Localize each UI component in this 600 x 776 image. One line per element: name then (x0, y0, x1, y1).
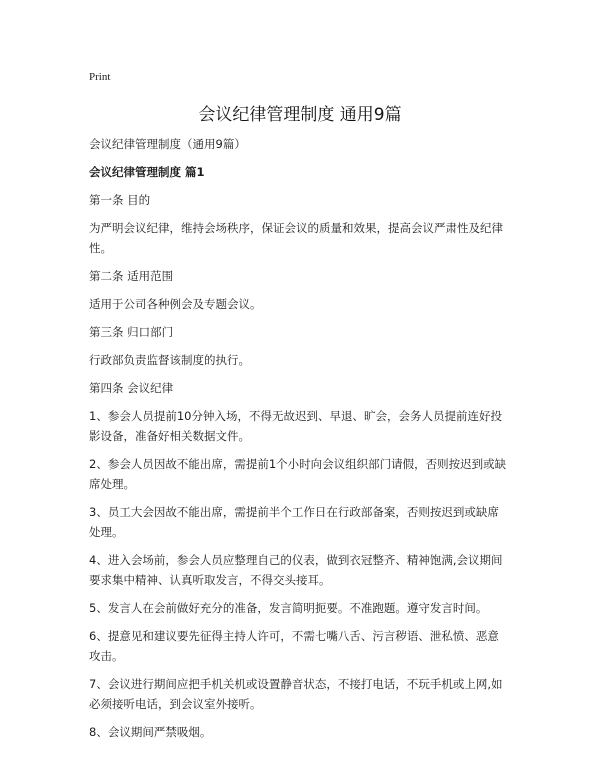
rule-item-1: 1、参会人员提前10分钟入场，不得无故迟到、早退、旷会，会务人员提前连好投影设备，准备好相关数据文件。 (89, 409, 502, 443)
article-heading-3: 第三条 归口部门 (89, 325, 174, 339)
document-title: 会议纪律管理制度 通用9篇 (198, 105, 402, 125)
rule-item-7: 7、会议进行期间应把手机关机或设置静音状态，不接打电话，不玩手机或上网,如必须接听电话，到会议室外接听。 (89, 677, 503, 711)
article-body-2: 适用于公司各种例会及专题会议。 (89, 297, 262, 311)
rule-item-4: 4、进入会场前，参会人员应整理自己的仪表，做到衣冠整齐、精神饱满,会议期间要求集中精神、认真听取发言，不得交头接耳。 (89, 553, 503, 587)
article-body-3: 行政部负责监督该制度的执行。 (89, 353, 250, 367)
rule-item-5: 5、发言人在会前做好充分的准备，发言简明扼要。不准跑题。遵守发言时间。 (89, 601, 488, 615)
print-label: Print (89, 71, 111, 83)
rule-item-6: 6、提意见和建议要先征得主持人许可，不需七嘴八舌、污言秽语、泄私愤、恶意攻击。 (89, 629, 499, 663)
article-body-1: 为严明会议纪律，维持会场秩序，保证会议的质量和效果，提高会议严肃性及纪律性。 (89, 221, 503, 255)
article-heading-1: 第一条 目的 (89, 193, 151, 207)
rule-item-2: 2、参会人员因故不能出席，需提前1个小时向会议组织部门请假，否则按迟到或缺席处理。 (89, 457, 507, 491)
subtitle: 会议纪律管理制度（通用9篇） (89, 137, 246, 151)
document-body (89, 134, 507, 750)
article-heading-4: 第四条 会议纪律 (89, 381, 174, 395)
rule-item-8: 8、会议期间严禁吸烟。 (89, 725, 212, 739)
rule-item-3: 3、员工大会因故不能出席，需提前半个工作日在行政部备案，否则按迟到或缺席处理。 (89, 505, 499, 539)
section-heading: 会议纪律管理制度 篇1 (89, 165, 205, 179)
article-heading-2: 第二条 适用范围 (89, 269, 174, 283)
